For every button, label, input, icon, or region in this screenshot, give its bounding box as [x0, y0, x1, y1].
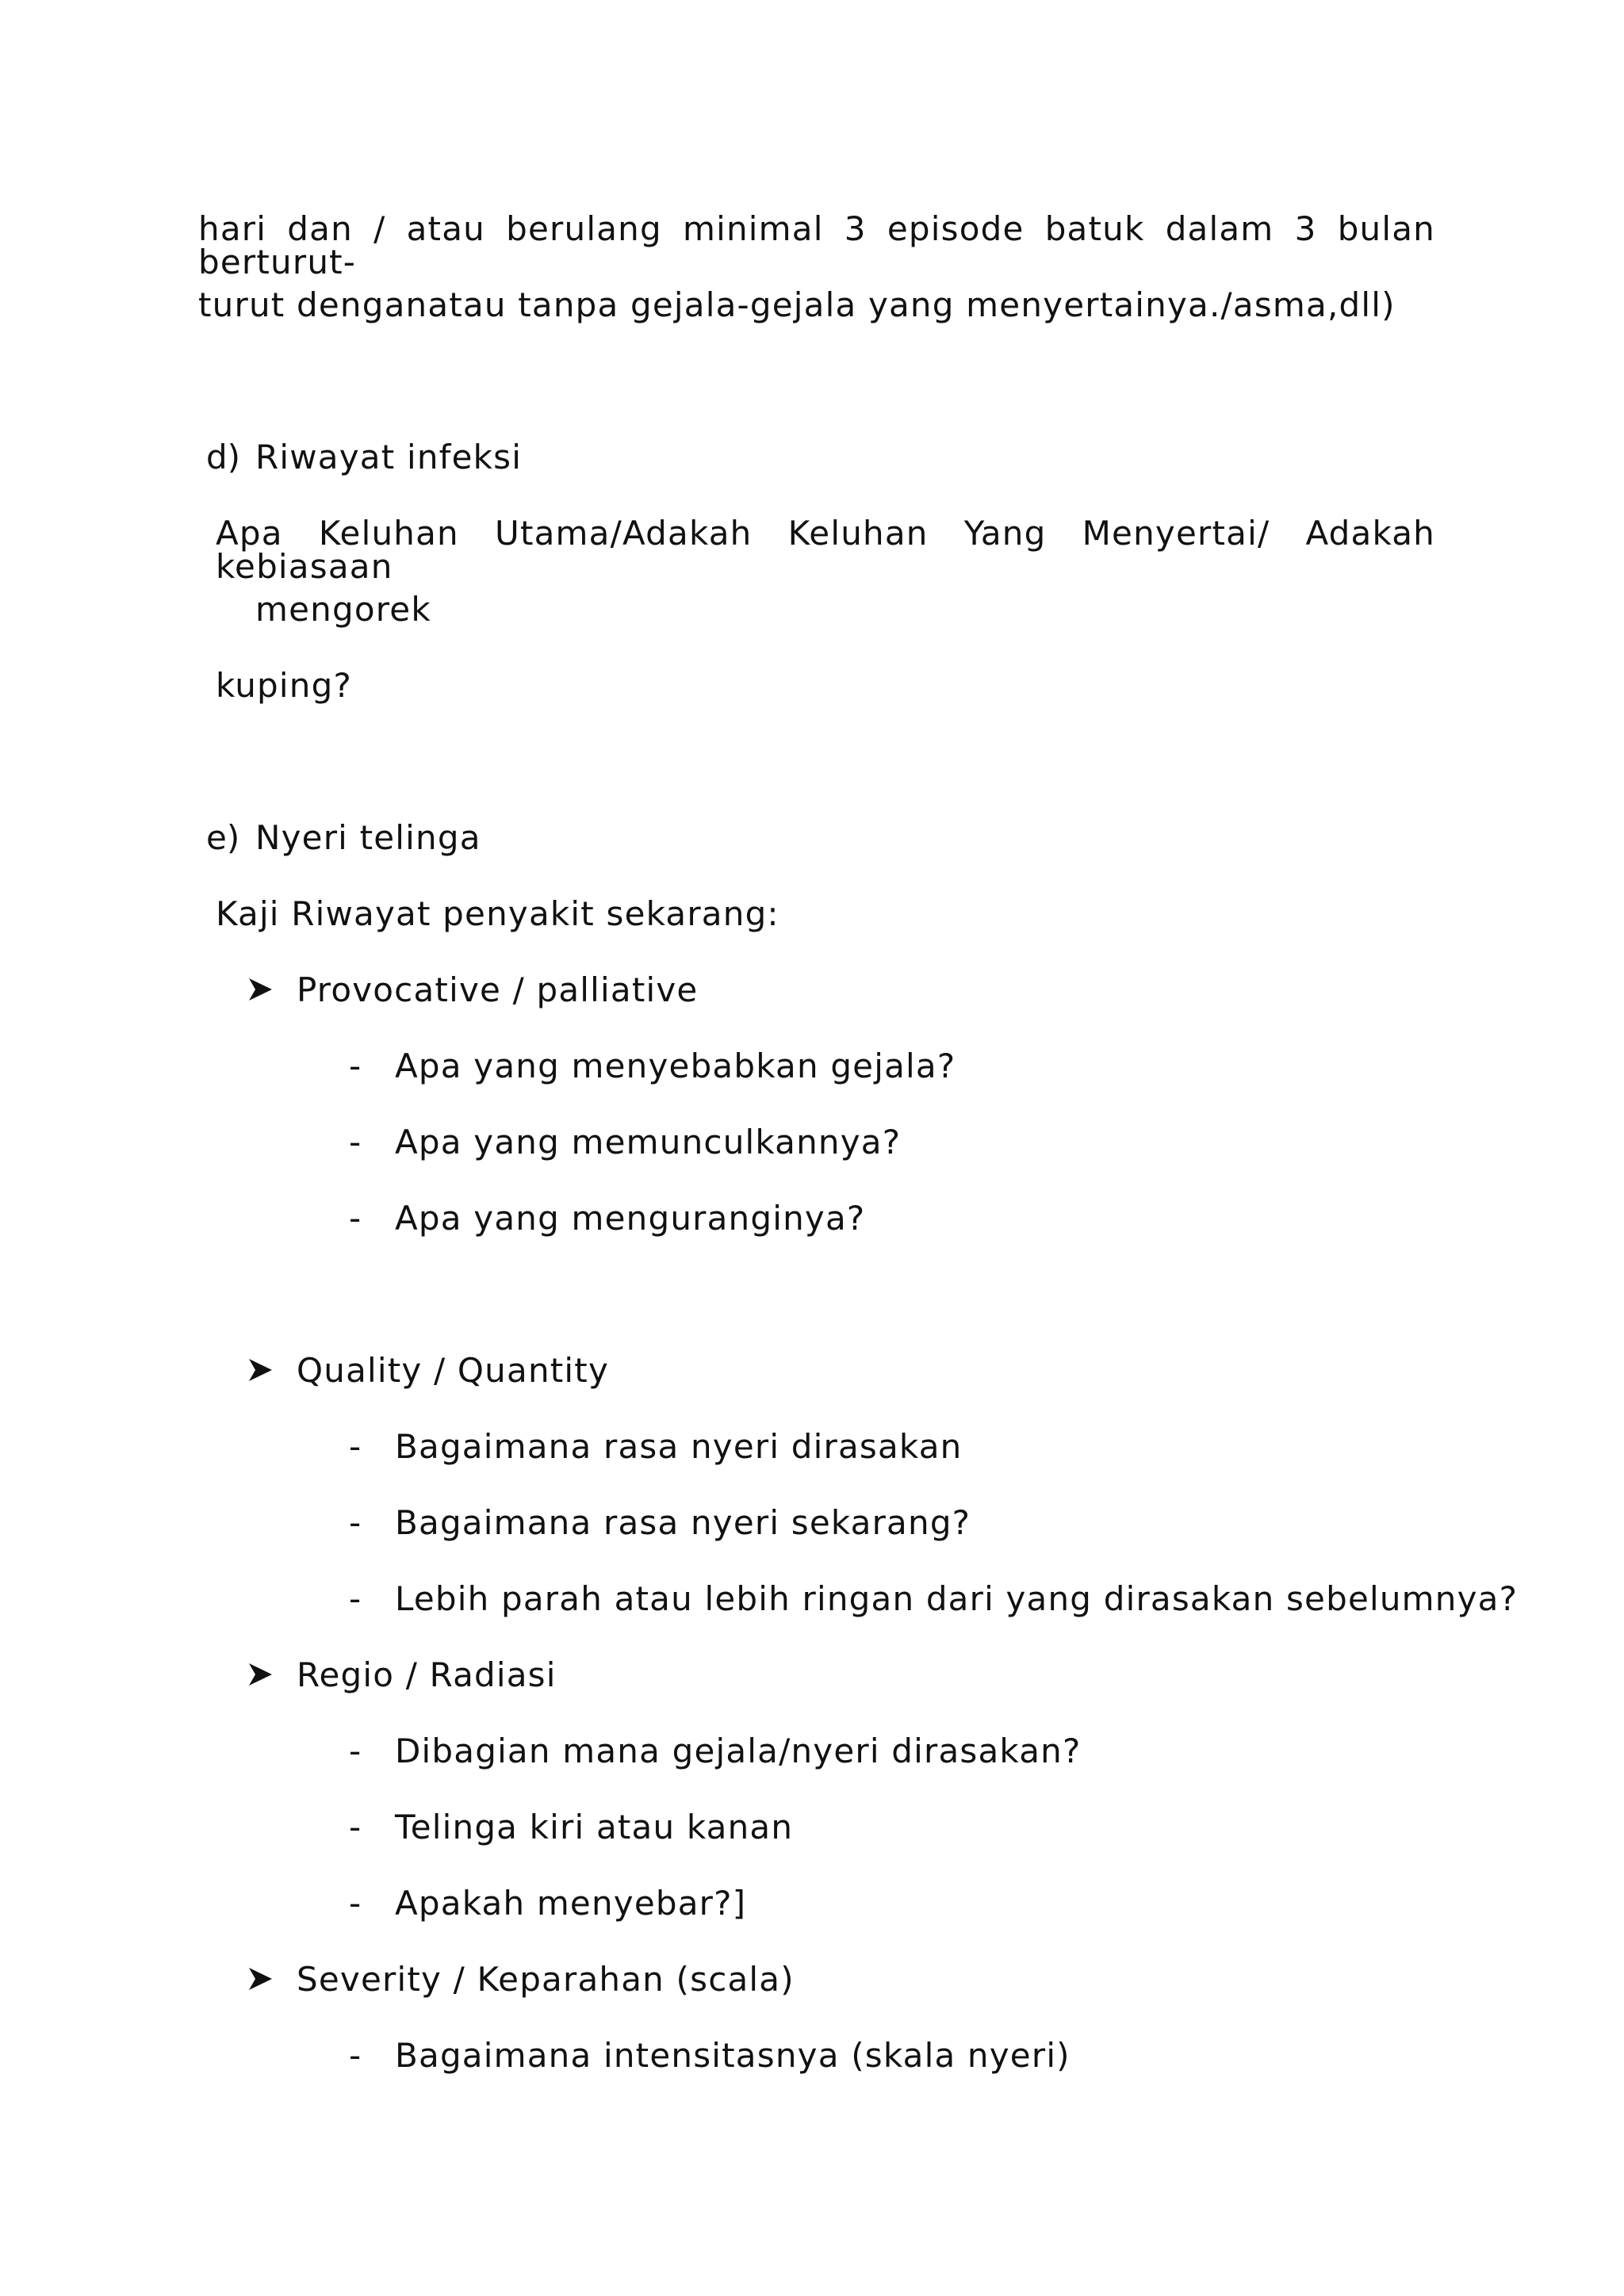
section-d-title: Riwayat infeksi — [255, 438, 523, 476]
list-item: Apa yang menyebabkan gejala? — [395, 1047, 956, 1085]
list-dash: - — [349, 1579, 362, 1618]
section-d-paragraph-line-3: kuping? — [216, 666, 352, 705]
list-dash: - — [349, 1732, 362, 1770]
section-e-marker: e) — [206, 818, 240, 857]
list-dash: - — [349, 2036, 362, 2075]
list-item: Bagaimana rasa nyeri dirasakan — [395, 1427, 963, 1466]
arrowhead-bullet-icon — [247, 1965, 274, 1992]
list-item: Bagaimana intensitasnya (skala nyeri) — [395, 2036, 1071, 2075]
section-d-paragraph-line-1: Apa Keluhan Utama/Adakah Keluhan Yang Menyertai/ Adakah kebiasaan — [216, 514, 1435, 586]
section-d-paragraph-line-2: mengorek — [255, 590, 431, 629]
list-item: Telinga kiri atau kanan — [395, 1808, 794, 1846]
group-title-quality: Quality / Quantity — [297, 1351, 610, 1390]
arrowhead-bullet-icon — [247, 976, 274, 1003]
group-title-provocative: Provocative / palliative — [297, 970, 699, 1009]
list-dash: - — [349, 1884, 362, 1923]
list-dash: - — [349, 1503, 362, 1542]
list-dash: - — [349, 1427, 362, 1466]
section-d-marker: d) — [206, 438, 241, 476]
intro-line-2: turut denganatau tanpa gejala-gejala yang menyertainya./asma,dll) — [198, 285, 1396, 324]
list-item: Dibagian mana gejala/nyeri dirasakan? — [395, 1732, 1082, 1770]
group-title-severity: Severity / Keparahan (scala) — [297, 1960, 795, 1999]
group-title-regio: Regio / Radiasi — [297, 1655, 557, 1694]
list-dash: - — [349, 1808, 362, 1846]
list-item: Lebih parah atau lebih ringan dari yang dirasakan sebelumnya? — [395, 1579, 1519, 1618]
list-item: Apa yang memunculkannya? — [395, 1123, 902, 1161]
list-dash: - — [349, 1123, 362, 1161]
section-e-title: Nyeri telinga — [255, 818, 481, 857]
list-item: Apakah menyebar?] — [395, 1884, 747, 1923]
arrowhead-bullet-icon — [247, 1661, 274, 1688]
section-e-intro: Kaji Riwayat penyakit sekarang: — [216, 894, 779, 933]
arrowhead-bullet-icon — [247, 1357, 274, 1383]
list-dash: - — [349, 1047, 362, 1085]
list-dash: - — [349, 1199, 362, 1238]
list-item: Bagaimana rasa nyeri sekarang? — [395, 1503, 971, 1542]
list-item: Apa yang menguranginya? — [395, 1199, 866, 1238]
intro-line-1: hari dan / atau berulang minimal 3 episode batuk dalam 3 bulan berturut- — [198, 209, 1435, 281]
